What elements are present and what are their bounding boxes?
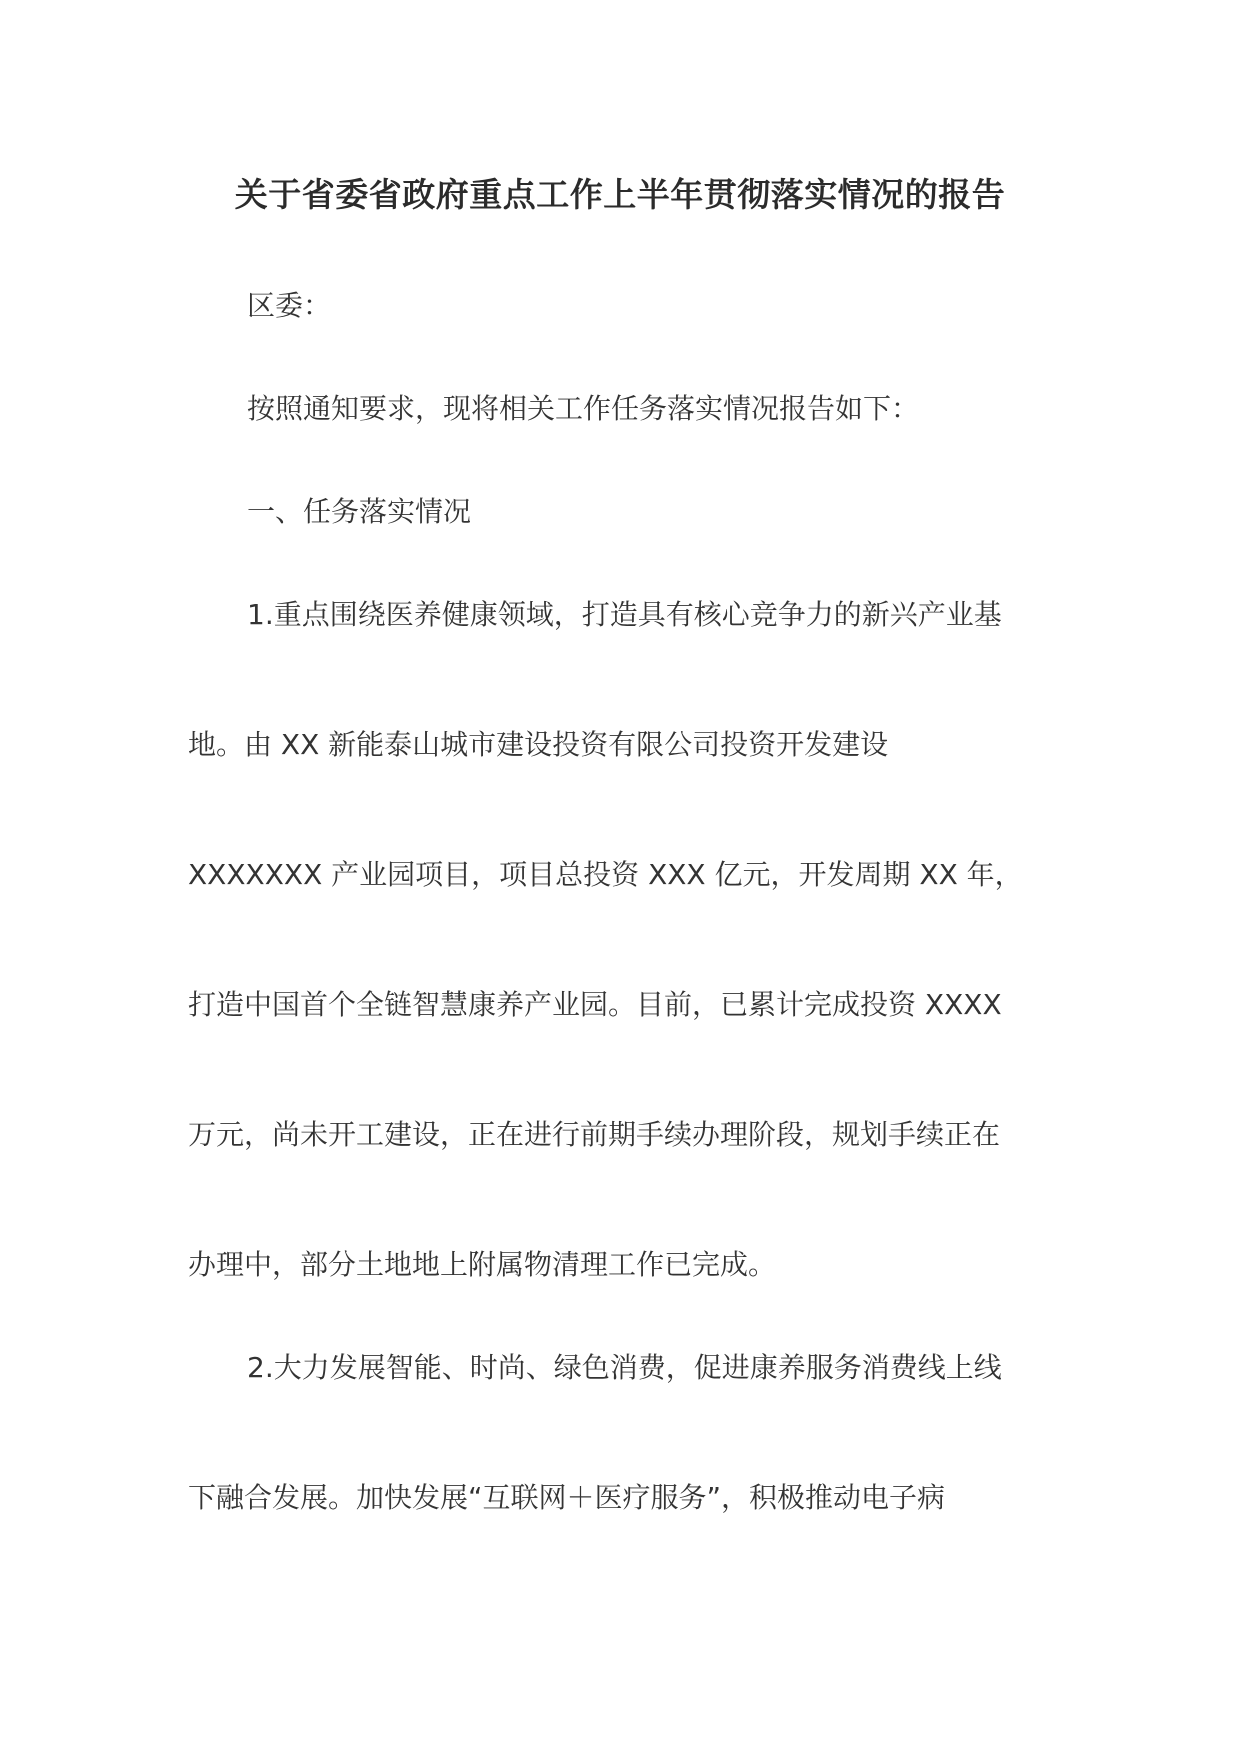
item1-line-5: 万元，尚未开工建设，正在进行前期手续办理阶段，规划手续正在 — [188, 1118, 1001, 1151]
item1-line-4: 打造中国首个全链智慧康养产业园。目前，已累计完成投资 XXXX — [188, 988, 1002, 1021]
section-heading: 一、任务落实情况 — [247, 495, 472, 528]
item1-line-1: 1.重点围绕医养健康领域，打造具有核心竞争力的新兴产业基 — [247, 598, 1002, 631]
item1-line-3: XXXXXXX 产业园项目，项目总投资 XXX 亿元，开发周期 XX 年， — [188, 858, 1023, 891]
item2-line-2: 下融合发展。加快发展“互联网＋医疗服务”，积极推动电子病 — [188, 1481, 946, 1514]
item1-line-2: 地。由 XX 新能泰山城市建设投资有限公司投资开发建设 — [188, 728, 889, 761]
intro-paragraph: 按照通知要求，现将相关工作任务落实情况报告如下： — [247, 392, 920, 425]
item1-line-6: 办理中，部分土地地上附属物清理工作已完成。 — [188, 1248, 777, 1281]
salutation: 区委： — [247, 289, 332, 322]
item2-line-1: 2.大力发展智能、时尚、绿色消费，促进康养服务消费线上线 — [247, 1351, 1002, 1384]
document-title: 关于省委省政府重点工作上半年贯彻落实情况的报告 — [234, 175, 1006, 214]
